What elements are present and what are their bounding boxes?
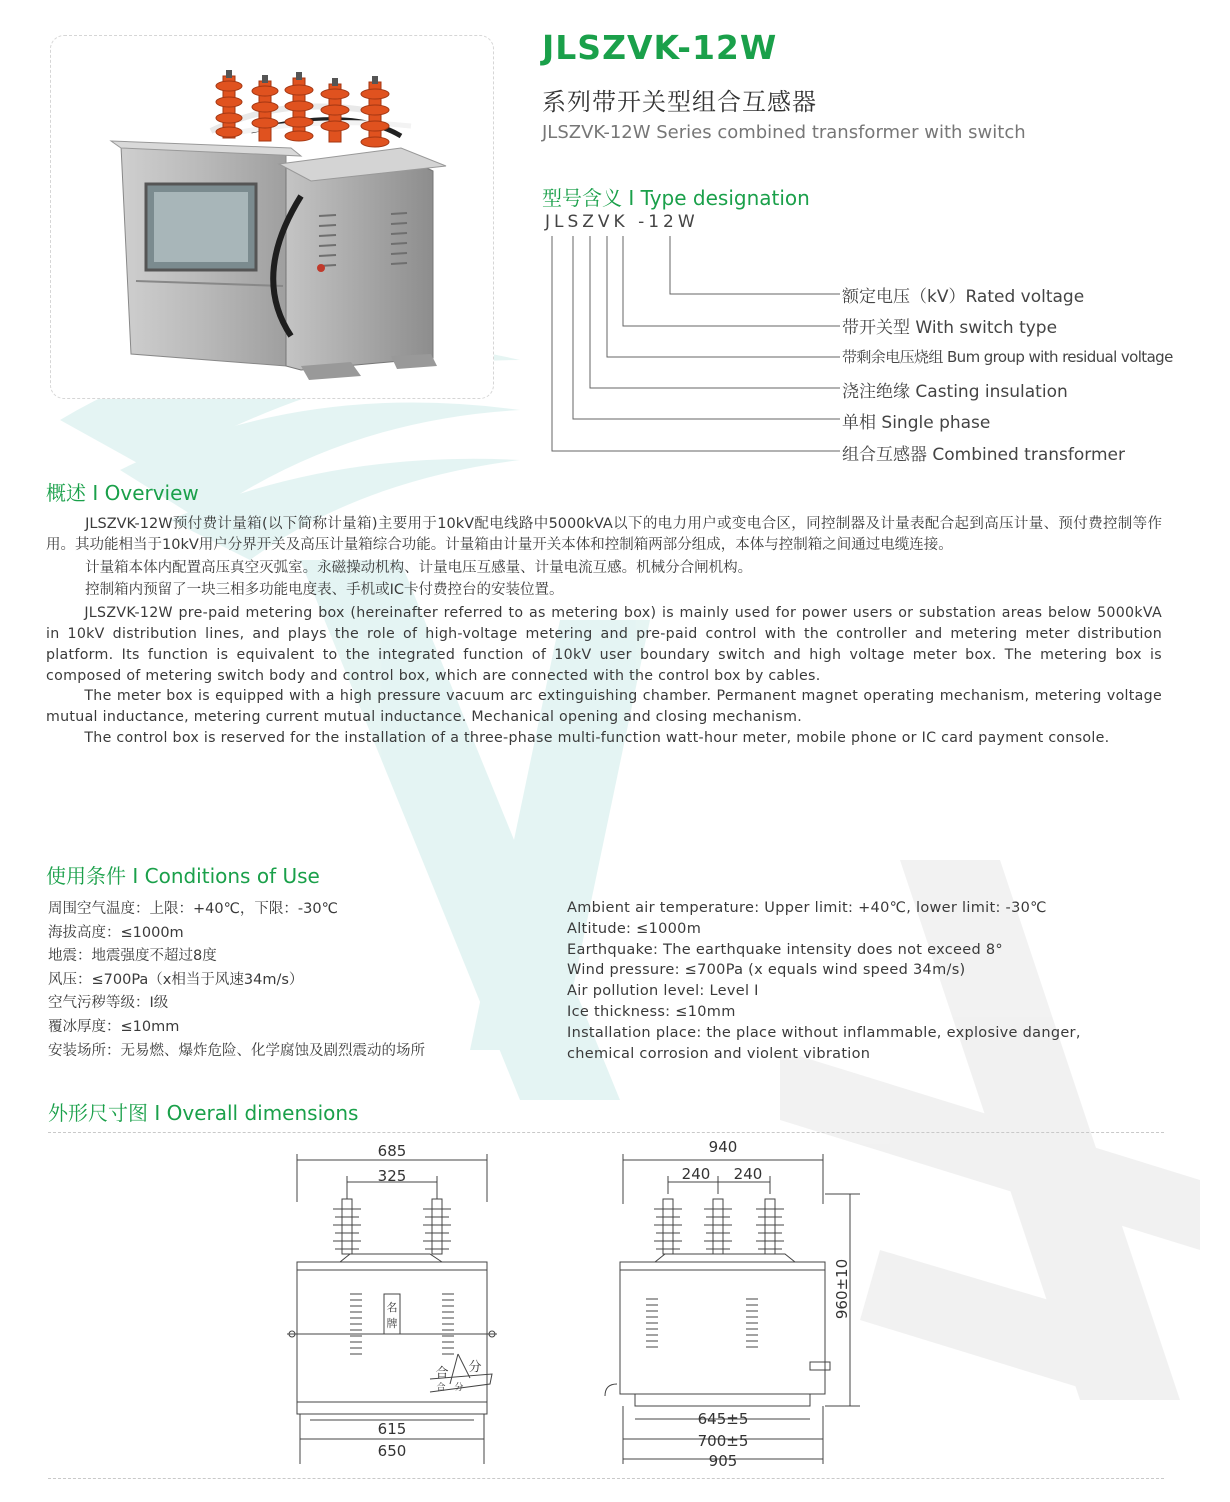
type-item-casting-insulation: 浇注绝缘 Casting insulation: [842, 382, 1068, 402]
condition-item: 覆冰厚度：≤10mm: [48, 1018, 180, 1035]
condition-item: Ice thickness: ≤10mm: [567, 1003, 736, 1020]
model-title: JLSZVK-12W: [542, 28, 778, 67]
close-label: 合: [435, 1366, 449, 1381]
overview-cn-paragraph: JLSZVK-12W预付费计量箱(以下简称计量箱)主要用于10kV配电线路中5000kVA以下的电力用户或变电合区，同控制器及计量表配合起到高压计量、预付费控制等作用。其功能相当于10kV用户分界开关及高压计量箱综合功能。计量箱由计量开关本体和控制箱两部分组成，本体与控制箱之间通过电缆连接。: [46, 516, 1162, 553]
nameplate-label: 名: [386, 1301, 398, 1314]
front-spacing-label: 325: [377, 1167, 407, 1185]
open-label: 分: [468, 1360, 482, 1375]
condition-item: 空气污秽等级：I级: [48, 995, 169, 1012]
product-photo: [50, 35, 494, 399]
dimensions-heading: 外形尺寸图 I Overall dimensions: [48, 1101, 359, 1125]
type-designation-leader-lines: [540, 232, 850, 462]
condition-item: Installation place: the place without inflammable, explosive danger,: [567, 1024, 1081, 1041]
condition-item: Ambient air temperature: Upper limit: +40℃, lower limit: -30℃: [567, 900, 1047, 916]
overview-en-paragraph: JLSZVK-12W pre-paid metering box (hereinafter referred to as metering box) is mainly used for power users or substation areas below 5000kVA in 10kV distribution lines, and plays the role of high-voltage metering and pre-paid control with the controller and metering meter distribution platform. Its function is equivalent to the integrated function of 10kV user boundary switch and high voltage meter box. The metering box is composed of metering switch body and control box, which are connected with the control box by cables.: [46, 605, 1162, 684]
side-height-label: 960±10: [833, 1258, 851, 1320]
type-designation-heading: 型号含义 I Type designation: [542, 186, 810, 210]
lever-label: 合 分: [436, 1383, 464, 1393]
overview-en-paragraph: The control box is reserved for the installation of a three-phase multi-function watt-hour meter, mobile phone or IC card payment console.: [84, 729, 1110, 746]
type-code: JLSZVK -12W: [545, 212, 699, 232]
condition-item: Altitude: ≤1000m: [567, 920, 702, 937]
side-base-outer-label: 905: [708, 1452, 738, 1470]
condition-item: 海拔高度：≤1000m: [48, 924, 184, 941]
type-item-combined-transformer: 组合互感器 Combined transformer: [842, 445, 1125, 465]
side-spacing-left-label: 240: [681, 1165, 711, 1183]
conditions-list-en: [567, 898, 1081, 1064]
condition-item: 风压：≤700Pa（x相当于风速34m/s）: [48, 971, 304, 988]
chinese-title: 系列带开关型组合互感器: [542, 88, 817, 116]
overview-en-paragraph: The meter box is equipped with a high pressure vacuum arc extinguishing chamber. Permanent magnet operating mechanism, metering voltage mutual inductance, metering current mutual inductance. Mechanical opening and closing mechanism.: [46, 688, 1162, 726]
condition-item: 周围空气温度：上限：+40℃，下限：-30℃: [48, 901, 338, 917]
front-base-outer-label: 650: [377, 1442, 407, 1460]
english-title: JLSZVK-12W Series combined transformer with switch: [542, 122, 1026, 143]
divider: [48, 1478, 1164, 1479]
divider: [48, 1132, 1164, 1133]
type-item-single-phase: 单相 Single phase: [842, 413, 991, 433]
conditions-list-cn: [48, 898, 425, 1063]
front-base-inner-label: 615: [377, 1420, 407, 1438]
overview-cn-paragraph: 控制箱内预留了一块三相多功能电度表、手机或IC卡付费控台的安装位置。: [85, 582, 564, 599]
overview-cn-paragraph: 计量箱本体内配置高压真空灭弧室。永磁操动机构、计量电压互感量、计量电流互感。机械分合闸机构。: [85, 559, 753, 576]
condition-item: Wind pressure: ≤700Pa (x equals wind speed 34m/s): [567, 962, 966, 979]
type-item-switch-type: 带开关型 With switch type: [842, 318, 1058, 338]
front-width-label: 685: [377, 1142, 407, 1160]
type-item-rated-voltage: 额定电压（kV）Rated voltage: [842, 287, 1085, 307]
overview-heading: 概述 I Overview: [46, 481, 199, 505]
side-spacing-right-label: 240: [733, 1165, 763, 1183]
overview-text: [46, 514, 1162, 749]
type-item-residual-voltage: 带剩余电压烧组 Bum group with residual voltage: [842, 348, 1173, 366]
condition-item: chemical corrosion and violent vibration: [567, 1045, 871, 1062]
condition-item: Earthquake: The earthquake intensity does not exceed 8°: [567, 941, 1003, 958]
side-base-inner-label: 645±5: [697, 1410, 749, 1428]
conditions-heading: 使用条件 I Conditions of Use: [46, 864, 320, 888]
dimension-drawing: [270, 1134, 870, 1474]
nameplate-label: 牌: [386, 1317, 398, 1330]
condition-item: 安装场所：无易燃、爆炸危险、化学腐蚀及剧烈震动的场所: [48, 1042, 425, 1059]
condition-item: 地震：地震强度不超过8度: [48, 948, 217, 965]
side-width-label: 940: [708, 1138, 738, 1156]
condition-item: Air pollution level: Level I: [567, 983, 759, 1000]
side-base-mid-label: 700±5: [697, 1432, 749, 1450]
